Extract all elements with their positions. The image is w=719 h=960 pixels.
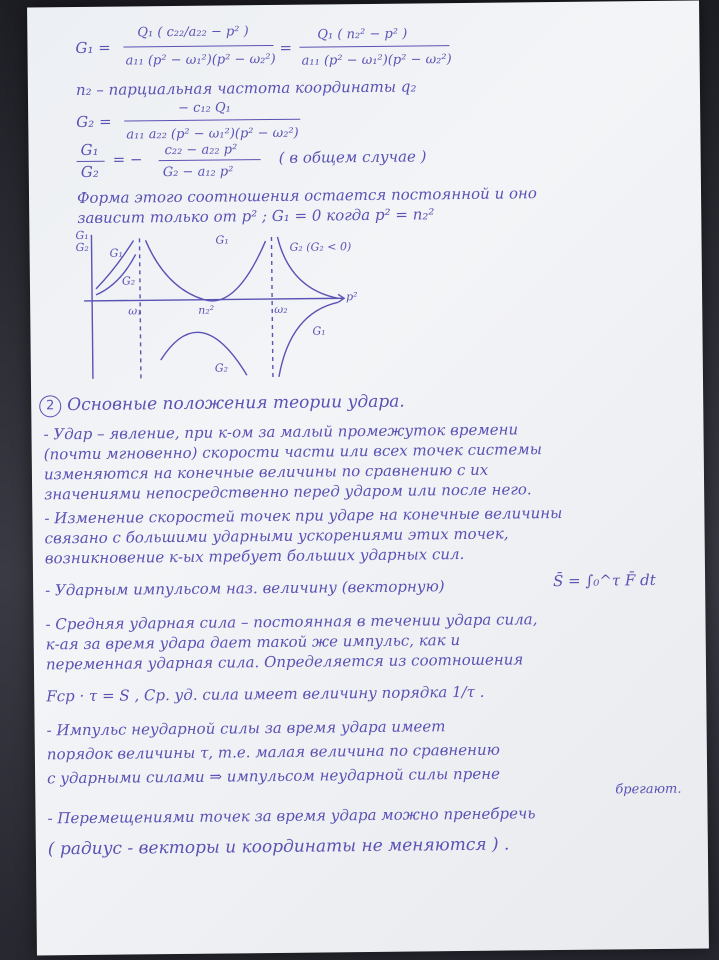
graph-label-g2-right: G₂ (G₂ < 0) [289,240,352,254]
fraction-bar [123,45,273,48]
paragraph-line: - Изменение скоростей точек при ударе на конечные величины [44,503,563,528]
formula-g1-denominator-2: a₁₁ (p² − ω₁²)(p² − ω₂²) [301,52,452,69]
formula-g1-lhs: G₁ = [75,38,111,58]
line-form-2: зависит только от p² ; G₁ = 0 когда p² = n₂² [77,205,435,228]
y-axis [91,235,93,379]
graph-sketch [75,226,377,387]
paragraph-line: - Средняя ударная сила – постоянная в течении удара сила, [45,610,538,634]
paragraph-line: значениями непосредственно перед ударом или после него. [44,480,532,504]
fraction-bar [159,159,261,161]
paragraph-line: порядок величины τ, т.е. малая величина по сравнению [46,740,500,764]
formula-g2-denominator: a₁₁ a₂₂ (p² − ω₁²)(p² − ω₂²) [126,125,299,143]
paragraph-line: - Импульс неударной силы за время удара имеет [46,717,446,740]
curve-g2-bottom [160,332,246,376]
formula-g2-numerator: − c₁₂ Q₁ [178,100,231,116]
graph-x-label: p² [346,290,358,304]
graph-tick-w1: ω₁ [128,304,142,318]
paragraph-line: переменная ударная сила. Определяется из соотношения [45,650,524,674]
paragraph-line: к-ая за время удара дает такой же импульс, как и [45,631,461,654]
asymptote-w2 [271,237,272,377]
graph-label-g1-middle: G₁ [215,233,229,247]
section-number-circle: 2 [39,395,61,417]
ratio-equals-minus: = − [112,150,143,169]
ratio-denominator: G₂ − a₁₂ p² [162,164,234,181]
graph-tick-n2: n₂² [198,303,215,317]
paragraph-line: - Удар – явление, при к-ом за малый промежуток времени [43,420,519,444]
formula-g1-numerator-2: Q₁ ( n₂² − p² ) [317,26,408,43]
impulse-formula: S̄ = ∫₀^τ F̄ dt [552,570,656,591]
ratio-note: ( в общем случае ) [278,147,427,167]
graph-label-g2-bottom: G₂ [214,361,229,375]
ratio-lhs-denominator: G₂ [80,162,99,181]
line-form-1: Форма этого соотношения остается постоянной и оно [76,184,537,208]
graph-label-g2-left: G₂ [121,274,136,288]
fraction-bar [77,161,105,162]
formula-g1-denominator: a₁₁ (p² − ω₁²)(p² − ω₂²) [125,51,276,69]
paragraph-line: с ударными силами ⇒ импульсом неударной силы прене [47,764,501,788]
graph-y-label-1: G₁ [75,228,89,243]
paragraph-line: - Ударным импульсом наз. величину (векторную) [45,577,445,600]
formula-g2-lhs: G₂ = [76,112,112,132]
paragraph-line: брегают. [615,781,682,798]
fraction-bar [124,119,300,122]
paragraph-line: изменяются на конечные величины по сравнению с их [43,460,489,484]
line-partial-frequency: n₂ – парциальная частота координаты q₂ [75,77,417,100]
paragraph-line: ( радиус - векторы и координаты не меняются ) . [47,834,510,860]
graph-label-g1-right: G₁ [312,324,326,338]
paragraph-line: возникновение к-ых требует больших ударных сил. [44,544,465,568]
ratio-numerator: c₂₂ − a₂₂ p² [164,142,238,159]
formula-g1-numerator: Q₁ ( c₂₂/a₂₂ − p² ) [137,24,249,41]
graph-y-label-2: G₂ [75,240,89,255]
fraction-bar [299,45,449,48]
paragraph-line: Fср · τ = S , Ср. уд. сила имеет величину порядка 1/τ . [46,682,485,706]
handwritten-page [27,1,709,956]
curve-g1-middle [145,239,266,302]
paragraph-line: - Перемещениями точек за время удара можно пренебречь [47,804,536,828]
graph-label-g1-left: G₁ [109,246,123,260]
section-heading: Основные положения теории удара. [67,391,405,416]
ratio-lhs-numerator: G₁ [80,140,99,159]
formula-g1-equals: = [279,38,293,57]
paragraph-line: связано с большими ударными ускорениями этих точек, [44,524,509,548]
paragraph-line: (почти мгновенно) скорости части или всех точек системы [43,440,542,464]
graph-tick-w2: ω₂ [274,302,288,316]
